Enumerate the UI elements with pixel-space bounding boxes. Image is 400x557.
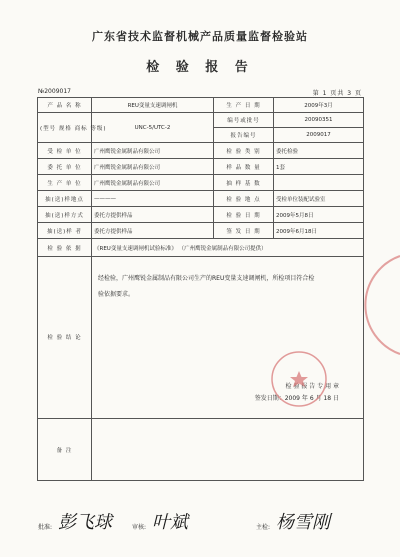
conclusion-label: 检 验 结 论 (38, 257, 92, 419)
conclusion-cell (92, 257, 364, 419)
model-value: UNC-5/UTC-2 (92, 113, 214, 143)
serial-label: 编号或批号 (214, 113, 274, 128)
approve-signature: 彭飞球 (58, 512, 112, 533)
test-date-value: 2009年5月8日 (274, 207, 364, 223)
inspection-stamp-icon (269, 349, 329, 409)
review-label: 审核: (132, 524, 147, 531)
basis-value: 《REU变量支速调闸机试验标准》 （广州鹰锐金属制品有限公司提供） (92, 239, 364, 257)
conclusion-text-1: 经检验，广州鹰锐金属制品有限公司生产的REU变量支速调闸机，所检项目符合检 (98, 275, 315, 282)
stamp-line-1: 检 验 报 告 专 用 章 (285, 383, 339, 390)
remarks-label: 备 注 (38, 419, 92, 481)
sampling-place-label: 抽(送)样地点 (38, 191, 92, 207)
chief-inspector-signature: 杨雪刚 (276, 512, 330, 533)
product-name-label: 产 品 名 称 (38, 98, 92, 113)
conclusion-text-2: 验依据要求。 (98, 291, 135, 298)
page-info: 第 1 页共 3 页 (312, 90, 362, 97)
sampling-method-label: 抽(送)样方式 (38, 207, 92, 223)
test-location-value: 受检单位装配试验室 (274, 191, 364, 207)
category-label: 检 验 类 别 (214, 143, 274, 159)
inspected-unit-label: 受 检 单 位 (38, 143, 92, 159)
basis-label: 检 验 依 据 (38, 239, 92, 257)
category-value: 委托检验 (274, 143, 364, 159)
chief-inspector-label: 主检: (256, 524, 271, 531)
report-no-label: 报告编号 (214, 128, 274, 143)
model-label: (型号 规格 商标 等级) (38, 113, 92, 143)
org-name: 广东省技术监督机械产品质量监督检验站 (92, 30, 308, 43)
serial-value: 20090351 (274, 113, 364, 128)
sampler-label: 抽(送)样 者 (38, 223, 92, 239)
seal-edge-icon (370, 250, 400, 360)
test-date-label: 检 验 日 期 (214, 207, 274, 223)
sampler-value: 委托方提供样品 (92, 223, 214, 239)
issue-date-value: 2009年6月18日 (274, 223, 364, 239)
sampling-base-label: 抽 样 基 数 (214, 175, 274, 191)
report-table (37, 97, 364, 481)
maker-unit-label: 生 产 单 位 (38, 175, 92, 191)
report-title: 检 验 报 告 (146, 60, 254, 75)
remarks-value (92, 419, 364, 481)
prod-date-value: 2009年3月 (274, 98, 364, 113)
sample-qty-value: 1套 (274, 159, 364, 175)
review-signature: 叶斌 (152, 512, 188, 533)
approve-label: 批准: (38, 524, 53, 531)
report-no-value: 2009017 (274, 128, 364, 143)
sampling-base-value (274, 175, 364, 191)
inspected-unit-value: 广州鹰锐金属制品有限公司 (92, 143, 214, 159)
issue-date-label: 签 发 日 期 (214, 223, 274, 239)
entrust-unit-value: 广州鹰锐金属制品有限公司 (92, 159, 214, 175)
product-name-value: REU变量支速调闸机 (92, 98, 214, 113)
prod-date-label: 生 产 日 期 (214, 98, 274, 113)
sampling-method-value: 委托方提供样品 (92, 207, 214, 223)
document-number: №2009017 (38, 88, 71, 95)
maker-unit-value: 广州鹰锐金属制品有限公司 (92, 175, 214, 191)
sample-qty-label: 样 品 数 量 (214, 159, 274, 175)
test-location-label: 检 验 地 点 (214, 191, 274, 207)
sampling-place-value: ———— (92, 191, 214, 207)
stamp-line-2: 签发日期：2009 年 6 月 18 日 (254, 395, 339, 402)
entrust-unit-label: 委 托 单 位 (38, 159, 92, 175)
